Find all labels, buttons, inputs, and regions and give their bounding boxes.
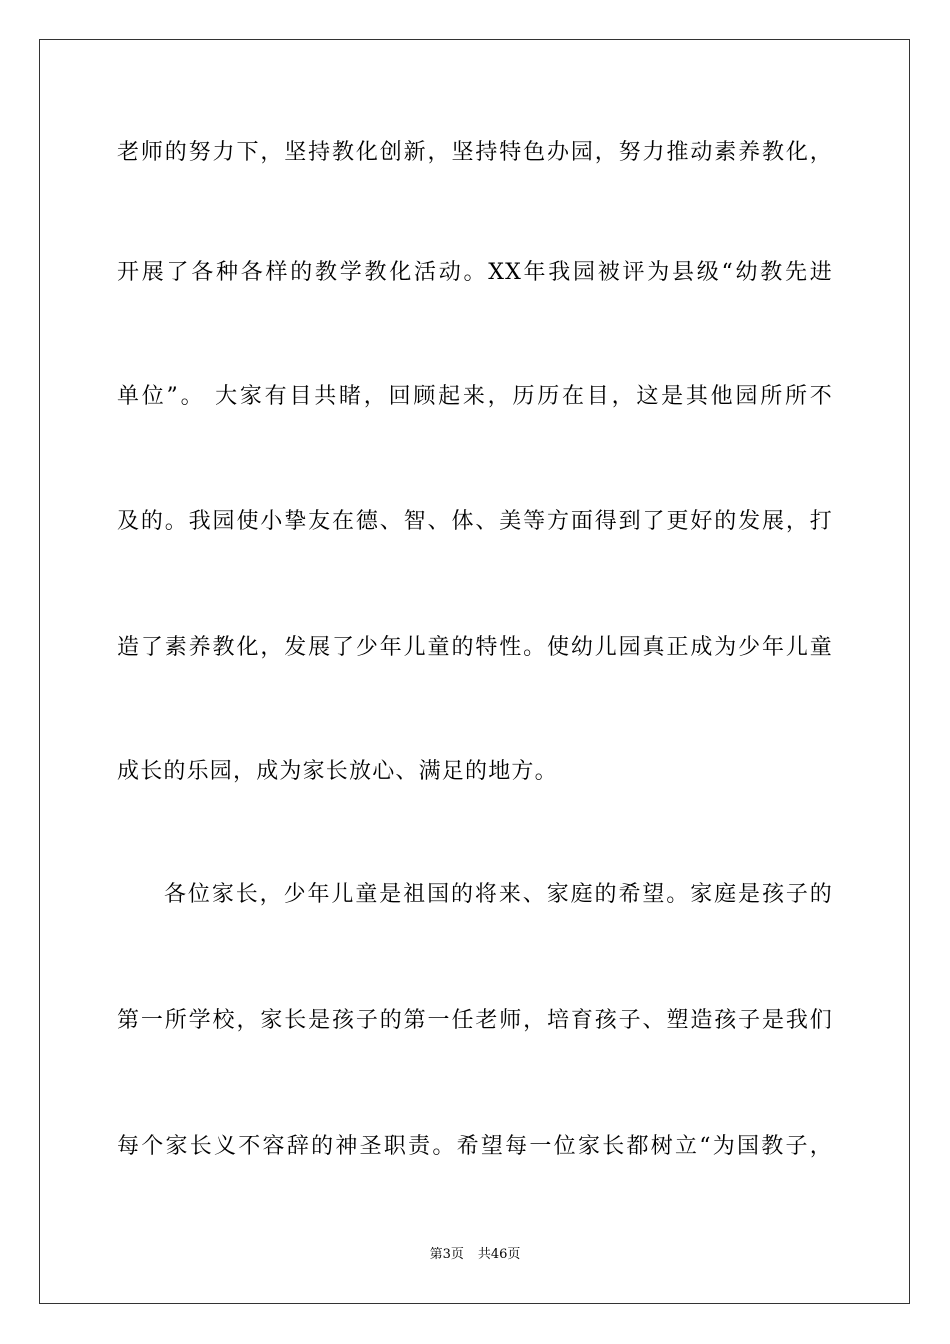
- text-line-4: 及的。我园使小挚友在德、智、体、美等方面得到了更好的发展，打: [117, 509, 833, 534]
- text-line-1: 老师的努力下，坚持教化创新，坚持特色办园，努力推动素养教化，: [117, 140, 833, 165]
- text-line-5: 造了素养教化，发展了少年儿童的特性。使幼儿园真正成为少年儿童: [117, 635, 833, 660]
- text-line-3: 单位”。 大家有目共睹，回顾起来，历历在目，这是其他园所所不: [117, 384, 833, 409]
- text-line-6: 成长的乐园，成为家长放心、满足的地方。: [117, 759, 558, 784]
- text-line-9: 每个家长义不容辞的神圣职责。希望每一位家长都树立“为国教子，: [117, 1134, 833, 1159]
- text-line-2: 开展了各种各样的教学教化活动。XX年我园被评为县级“幼教先进: [117, 260, 833, 285]
- page-number: 第3页: [429, 1247, 464, 1262]
- text-line-8: 第一所学校，家长是孩子的第一任老师，培育孩子、塑造孩子是我们: [117, 1008, 833, 1033]
- paragraph-start-line: 各位家长，少年儿童是祖国的将来、家庭的希望。家庭是孩子的: [164, 882, 833, 907]
- page-footer: [0, 1246, 950, 1264]
- total-pages: 共46页: [477, 1247, 521, 1262]
- page-border: [39, 39, 910, 1304]
